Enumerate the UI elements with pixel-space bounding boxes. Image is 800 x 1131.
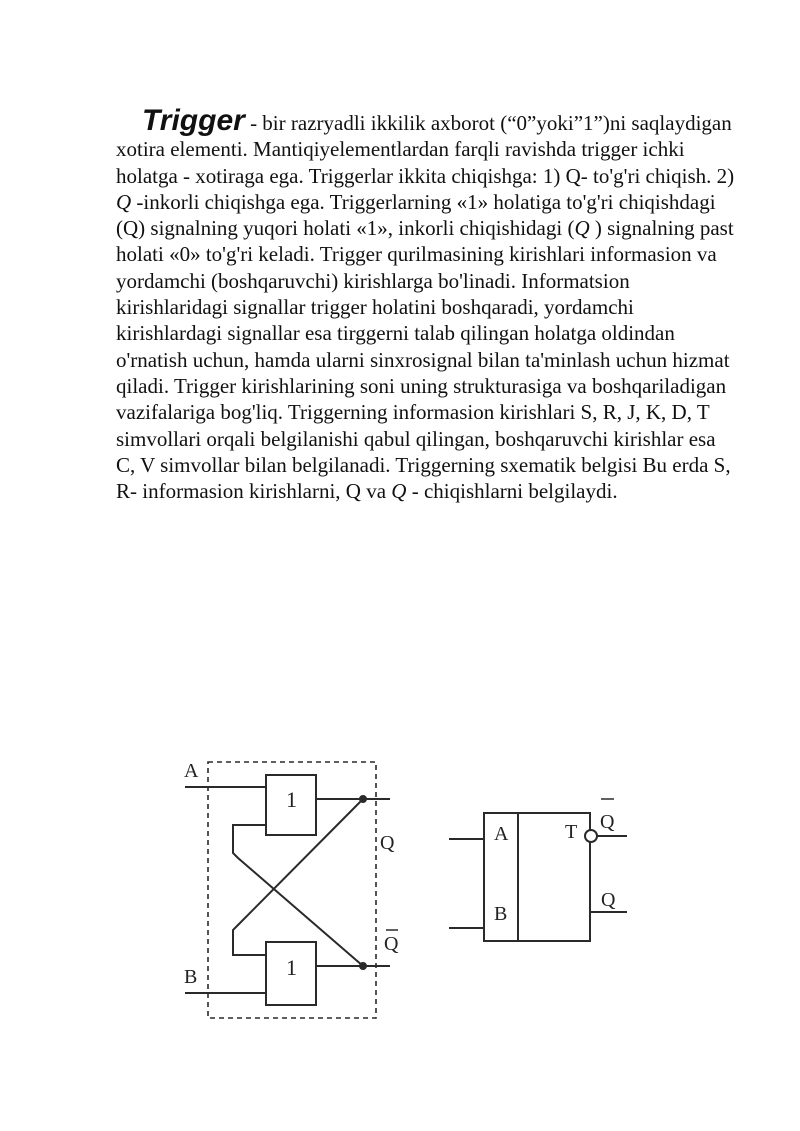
paragraph-text: - bir razryadli ikkilik axborot (“0”yoki”1”)ni saqlaydigan xotira elementi. Mantiqiyelementlardan farqli ravishda trigger ichki holatga - xotiraga ega. Triggerlar ikkita chiqishga: 1) Q- to'g'ri chiqish. 2): [116, 111, 735, 188]
symbol-labels: [494, 799, 616, 925]
paragraph-text: ) signalning past holati «0» to'g'ri keladi. Trigger qurilmasining kirishlari informasion va yordamchi (boshqaruvchi) kirishlarga bo'linadi. Informatsion kirishlaridagi signallar trigger holatini boshqaradi, yordamchi kirishlardagi signallar esa tirggerni talab qilingan holatga oldindan o'rnatish uchun, hamda ularni sinxrosignal bilan ta'minlash uchun hizmat qiladi. Trigger kirishlarining soni uning strukturasiga va boshqariladigan vazifalariga bog'liq. Triggerning informasion kirishlari S, R, J, K, D, T simvollari orqali belgilanishi qabul qilingan, boshqaruvchi kirishlar esa C, V simvollar bilan belgilanadi. Triggerning sxematik belgisi Bu erda S, R- informasion kirishlarni, Q va: [116, 216, 734, 504]
latch-labels: [184, 760, 399, 988]
input-a-label: A: [184, 760, 199, 782]
feedback-wire-bottom: [233, 825, 363, 966]
gate-bottom-label: 1: [286, 955, 297, 980]
output-q-label: Q: [380, 832, 395, 854]
gate-top-label: 1: [286, 787, 297, 812]
junction-dot: [360, 963, 366, 969]
output-qbar-label: Q: [384, 933, 399, 955]
q-inverse-symbol: Q: [391, 479, 407, 504]
q-inverse-symbol: Q: [574, 216, 590, 241]
feedback-wire-top: [233, 799, 363, 955]
symbol-q-label: Q: [601, 889, 616, 911]
symbol-t-label: T: [565, 821, 578, 843]
symbol-qbar-label: Q: [600, 811, 615, 833]
junction-dot: [360, 796, 366, 802]
paragraph-text: -inkorli chiqishga ega. Triggerlarning «1» holatiga to'g'ri chiqishdagi (Q) signalning yuqori holati «1», inkorli chiqishidagi (: [116, 189, 716, 241]
paragraph-text: - chiqishlarni belgilaydi.: [406, 479, 618, 504]
term-trigger: Trigger: [142, 104, 245, 137]
symbol-input-b-label: B: [494, 903, 508, 925]
input-b-label: B: [184, 966, 198, 988]
q-inverse-symbol: Q: [116, 189, 132, 214]
inversion-bubble: [585, 830, 597, 842]
symbol-input-a-label: A: [494, 823, 509, 845]
